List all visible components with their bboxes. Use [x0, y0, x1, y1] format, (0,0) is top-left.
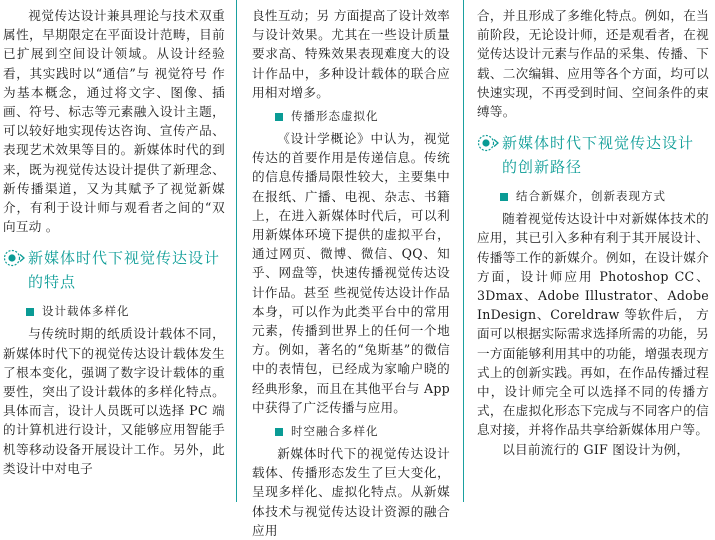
subsection-title: 结合新媒介，创新表现方式: [516, 189, 666, 204]
subsection-heading: [477, 187, 709, 206]
paragraph: 随着视觉传达设计中对新媒体技术的应用，其已引入多种有利于其开展设计、传播等工作的新媒介。例如，在设计媒介方面，设计师应用 Photoshop CC、3Dmax、Adobe Illustrator、Adobe InDesign、Coreldraw 等软件后， 方面可以根据实际需求选择所需的功能，另一方面能够利用其中的功能，增强表现方式上的创新实践。再如，在作品传播过程中，设计师完全可以选择不同的传播方式，在虚拟化形态下完成与不同客户的信息对接，并将作品共享给新媒体用户等。: [477, 211, 709, 438]
column-1: [3, 6, 225, 506]
square-bullet-icon: [26, 308, 34, 316]
paragraph: 与传统时期的纸质设计载体不同，新媒体时代下的视觉传达设计载体发生了根本变化，强调了数字设计载体的重要性，突出了设计载体的多样化特点。具体而言，设计人员既可以选择 PC 端的计算机进行设计，又能够应用智能手机等移动设备开展设计工作。另外，此类设计中对电子: [3, 326, 225, 476]
paragraph: 《设计学概论》中认为，视觉传达的首要作用是传递信息。传统的信息传播局限性较大，主要集中在报纸、广播、电视、杂志、书籍上，在进入新媒体时代后，可以利用新媒体环境下提供的虚拟平台，通过网页、微博、微信、QQ、知乎、网盘等，快速传播视觉传达设计作品。甚至 些视觉传达设计作品本身，可以作为此类平台中的常用元素，传播到世界上的任何一个地方。例如，著名的“兔斯基”的微信中的表情包，已经成为家喻户晓的经典形象，而且在其他平台与 App 中获得了广泛传播与应用。: [252, 131, 450, 415]
square-bullet-icon: [275, 428, 283, 436]
column-divider: [463, 0, 464, 502]
paragraph: 视觉传达设计兼具理论与技术双重属性，早期限定在平面设计范畴，目前已扩展到空间设计领域。从设计经验看，其实践时以“通信”与 视觉符号 作为基本概念，通过将文字、图像、插画、符号、标志等元素融入设计主题，可以较好地实现传达咨询、宣传产品、表现艺术效果等目的。新媒体时代的到来，既为视觉传达设计提供了新理念、新传播渠道，又为其赋予了视觉新媒介，有利于设计师与观看者之间的“双向互动 。: [3, 8, 225, 235]
section-heading: [3, 246, 225, 294]
paragraph: 新媒体时代下的视觉传达设计载体、传播形态发生了巨大变化，呈现多样化、虚拟化特点。从新媒体技术与视觉传达设计资源的融合应用: [252, 446, 450, 538]
paragraph: 以目前流行的 GIF 图设计为例，: [502, 441, 690, 457]
column-2: [252, 6, 450, 538]
subsection-heading: [3, 302, 225, 321]
section-marker-icon: [477, 131, 499, 155]
column-divider: [236, 0, 237, 502]
subsection-heading: [252, 422, 450, 441]
subsection-title: 设计载体多样化: [42, 304, 130, 319]
subsection-title: 传播形态虚拟化: [291, 109, 379, 124]
subsection-title: 时空融合多样化: [291, 424, 379, 439]
square-bullet-icon: [275, 113, 283, 121]
subsection-heading: [252, 107, 450, 126]
square-bullet-icon: [500, 193, 508, 201]
section-title: 新媒体时代下视觉传达设计的创新路径: [502, 134, 695, 177]
section-marker-icon: [3, 246, 25, 270]
paragraph: 合，并且形成了多维化特点。例如，在当前阶段，无论设计师，还是观看者，在视觉传达设计元素与作品的采集、传播、下载、二次编辑、应用等各个方面，均可以快速实现，不再受到时间、空间条件的束缚等。: [477, 8, 709, 120]
column-3: [477, 6, 709, 506]
paragraph: 良性互动；另 方面提高了设计效率与设计效果。尤其在一些设计质量要求高、特殊效果表现难度大的设计作品中，多种设计载体的联合应用相对增多。: [252, 8, 450, 100]
section-title: 新媒体时代下视觉传达设计的特点: [28, 249, 221, 292]
section-heading: [477, 131, 709, 179]
